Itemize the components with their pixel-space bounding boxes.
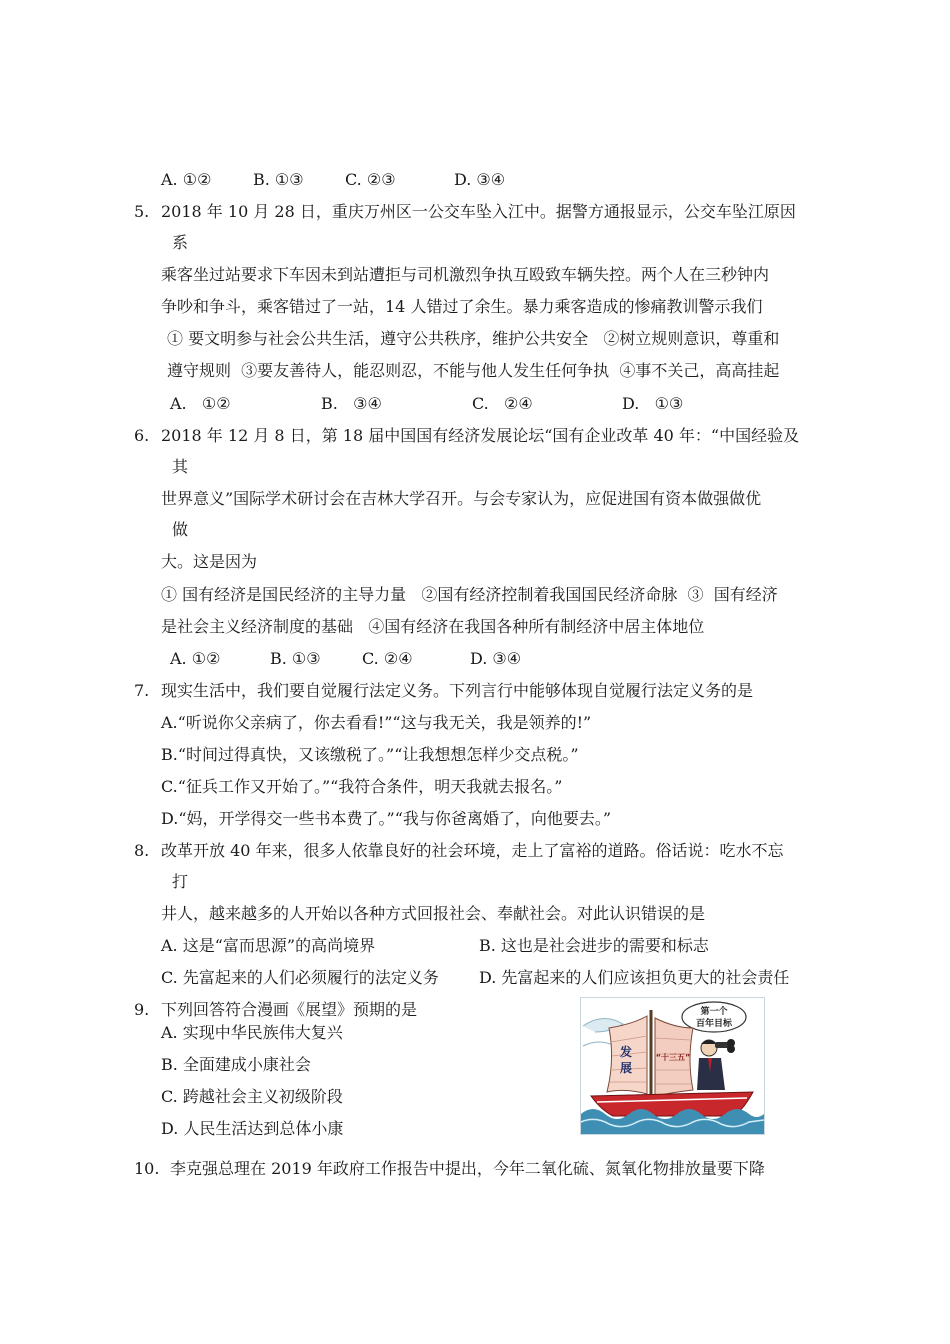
q10-stem: 李克强总理在 2019 年政府工作报告中提出，今年二氧化硫、氮氧化物排放量要下降 xyxy=(170,1159,765,1178)
comic-sail-left-text-2: 展 xyxy=(619,1061,633,1075)
q8-line: 井人，越来越多的人开始以各种方式回报社会、奉献社会。对此认识错误的是 xyxy=(161,904,706,923)
comic-sail-left-text: 发 xyxy=(619,1045,633,1059)
q5-line: 乘客坐过站要求下车因未到站遭拒与司机激烈争执互殴致车辆失控。两个人在三秒钟内 xyxy=(161,265,770,284)
q9-option-c: C. 跨越社会主义初级阶段 xyxy=(161,1087,343,1106)
q5-line: 遵守规则 ③要友善待人，能忍则忍，不能与他人发生任何争执 ④事不关己，高高挂起 xyxy=(167,361,780,380)
q10-number: 10. xyxy=(134,1159,160,1178)
q6-option-c: C. ②④ xyxy=(362,649,413,668)
q8-number: 8. xyxy=(134,841,150,860)
q8-line: 改革开放 40 年来，很多人依靠良好的社会环境，走上了富裕的道路。俗话说：吃水不忘 xyxy=(161,841,784,860)
q5-number: 5. xyxy=(134,202,150,221)
comic-cloud-line-2: 百年目标 xyxy=(695,1019,733,1029)
q6-line: 2018 年 12 月 8 日，第 18 届中国国有经济发展论坛“国有企业改革 40 年：“中国经验及 xyxy=(161,426,800,445)
q8-line: 打 xyxy=(172,872,189,891)
q4-option-d: D. ③④ xyxy=(454,170,506,189)
comic-image xyxy=(580,997,765,1135)
q6-line: 大。这是因为 xyxy=(161,552,258,571)
q9-option-b: B. 全面建成小康社会 xyxy=(161,1055,311,1074)
q5-line: ① 要文明参与社会公共生活，遵守公共秩序，维护公共安全 ②树立规则意识，尊重和 xyxy=(167,329,780,348)
q5-line: 2018 年 10 月 28 日，重庆万州区一公交车坠入江中。据警方通报显示，公交车坠江原因 xyxy=(161,202,796,221)
q7-number: 7. xyxy=(134,681,150,700)
q7-option-d: D.“妈，开学得交一些书本费了。”“我与你爸离婚了，向他要去。” xyxy=(161,809,612,828)
q6-option-b: B. ①③ xyxy=(270,649,321,668)
q9-number: 9. xyxy=(134,1000,150,1019)
q7-stem: 现实生活中，我们要自觉履行法定义务。下列言行中能够体现自觉履行法定义务的是 xyxy=(161,681,754,700)
q5-option-a: A. ①② xyxy=(170,394,231,413)
q7-option-a: A.“听说你父亲病了，你去看看!”“这与我无关，我是领养的!” xyxy=(161,713,592,732)
q4-option-a: A. ①② xyxy=(161,170,212,189)
q9-option-d: D. 人民生活达到总体小康 xyxy=(161,1119,344,1138)
q4-option-c: C. ②③ xyxy=(345,170,396,189)
q6-number: 6. xyxy=(134,426,150,445)
q6-line: 其 xyxy=(172,457,189,476)
comic-cloud-line-1: 第一个 xyxy=(700,1007,728,1017)
q6-line: 做 xyxy=(172,520,189,539)
q6-line: 世界意义”国际学术研讨会在吉林大学召开。与会专家认为，应促进国有资本做强做优 xyxy=(161,489,762,508)
q6-option-d: D. ③④ xyxy=(470,649,522,668)
q7-option-b: B.“时间过得真快，又该缴税了。”“让我想想怎样少交点税。” xyxy=(161,745,579,764)
q5-option-d: D. ①③ xyxy=(622,394,684,413)
q9-stem: 下列回答符合漫画《展望》预期的是 xyxy=(161,1000,418,1019)
q6-option-a: A. ①② xyxy=(170,649,221,668)
q4-option-b: B. ①③ xyxy=(253,170,304,189)
q7-option-c: C.“征兵工作又开始了。”“我符合条件，明天我就去报名。” xyxy=(161,777,563,796)
q8-option-b: B. 这也是社会进步的需要和标志 xyxy=(479,936,709,955)
q8-option-a: A. 这是“富而思源”的高尚境界 xyxy=(161,936,376,955)
comic-illustration xyxy=(581,998,764,1134)
q8-option-d: D. 先富起来的人们应该担负更大的社会责任 xyxy=(479,968,790,987)
q6-line: ① 国有经济是国民经济的主导力量 ②国有经济控制着我国国民经济命脉 ③ 国有经济 xyxy=(161,585,778,604)
q6-line: 是社会主义经济制度的基础 ④国有经济在我国各种所有制经济中居主体地位 xyxy=(161,617,705,636)
q9-option-a: A. 实现中华民族伟大复兴 xyxy=(161,1023,343,1042)
comic-sail-right-text: “十三五” xyxy=(655,1053,691,1062)
q5-option-b: B. ③④ xyxy=(321,394,382,413)
q5-line: 争吵和争斗，乘客错过了一站，14 人错过了余生。暴力乘客造成的惨痛教训警示我们 xyxy=(161,297,763,316)
q5-option-c: C. ②④ xyxy=(472,394,533,413)
q5-line: 系 xyxy=(172,233,189,252)
q8-option-c: C. 先富起来的人们必须履行的法定义务 xyxy=(161,968,439,987)
